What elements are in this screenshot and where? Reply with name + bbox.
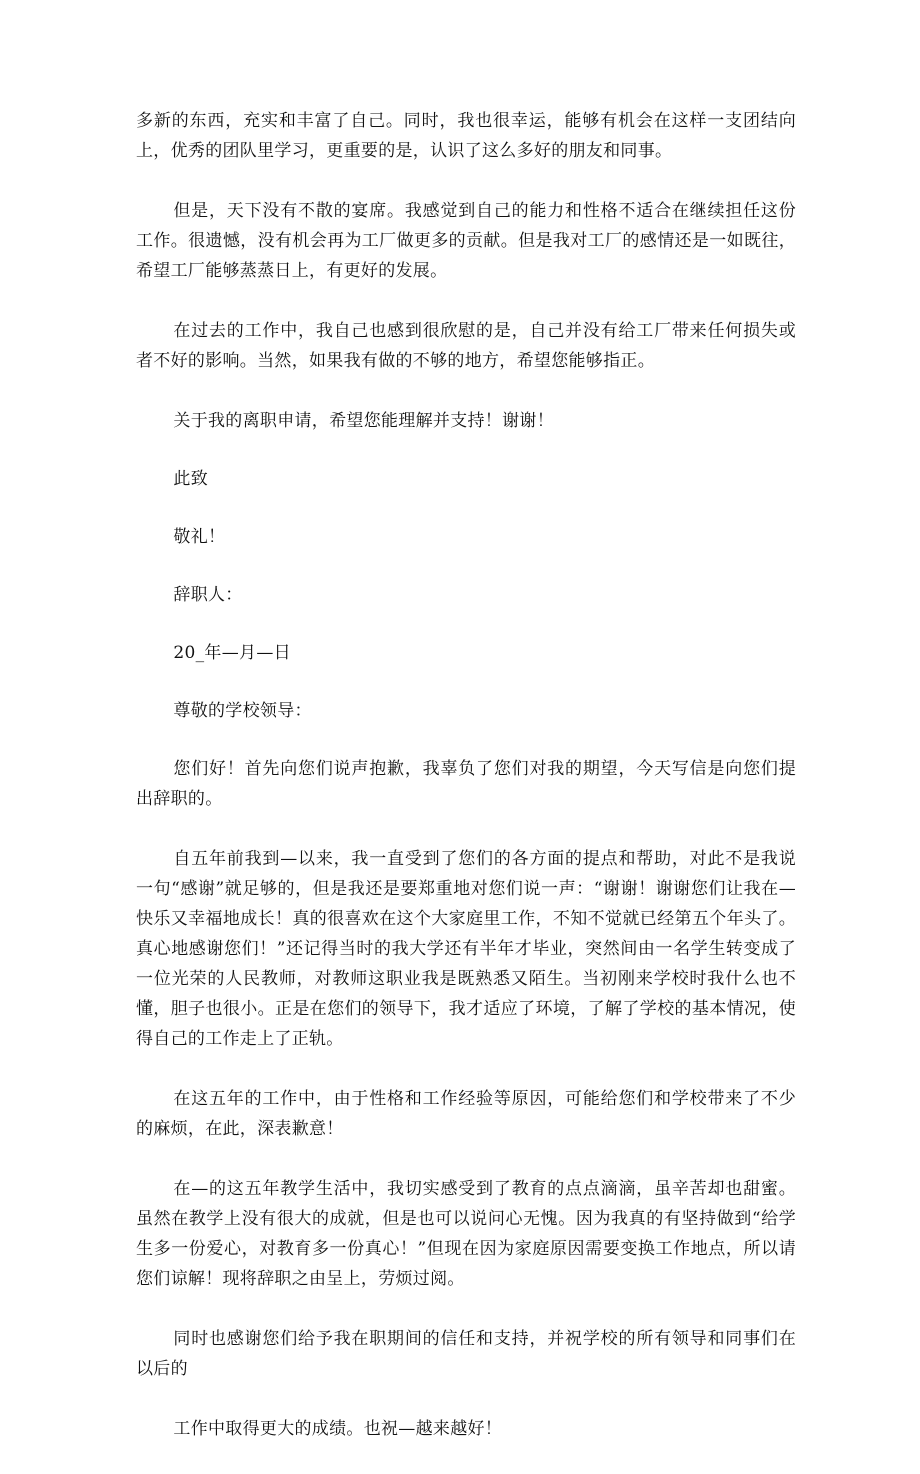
closing-regards: 敬礼！ (173, 527, 226, 547)
paragraph-thanks: 同时也感谢您们给予我在职期间的信任和支持，并祝学校的所有领导和同事们在以后的 (136, 1329, 796, 1379)
paragraph-regret: 在这五年的工作中，由于性格和工作经验等原因，可能给您们和学校带来了不少的麻烦，在此，深表歉意！ (136, 1089, 796, 1139)
letter-greeting: 尊敬的学校领导： (173, 701, 312, 721)
paragraph-farewell: 但是，天下没有不散的宴席。我感觉到自己的能力和性格不适合在继续担任这份工作。很遗憾，没有机会再为工厂做更多的贡献。但是我对工厂的感情还是一如既往，希望工厂能够蒸蒸日上，有更好的发展。 (136, 201, 796, 281)
paragraph-request: 关于我的离职申请，希望您能理解并支持！谢谢！ (173, 411, 554, 431)
signature-line: 辞职人： (173, 585, 243, 605)
date-line: 20_年—月—日 (173, 643, 291, 663)
paragraph-apology: 您们好！首先向您们说声抱歉，我辜负了您们对我的期望，今天写信是向您们提出辞职的。 (136, 759, 796, 809)
paragraph-teaching: 在—的这五年教学生活中，我切实感受到了教育的点点滴滴，虽辛苦却也甜蜜。虽然在教学上没有很大的成就，但是也可以说问心无愧。因为我真的有坚持做到“给学生多一份爱心，对教育多一份真心！”但现在因为家庭原因需要变换工作地点，所以请您们谅解！现将辞职之由呈上，劳烦过阅。 (136, 1179, 796, 1289)
document-page (136, 106, 796, 1474)
paragraph-gratitude: 自五年前我到—以来，我一直受到了您们的各方面的提点和帮助，对此不是我说一句“感谢”就足够的，但是我还是要郑重地对您们说一声：“谢谢！谢谢您们让我在—快乐又幸福地成长！真的很喜欢在这个大家庭里工作，不知不觉就已经第五个年头了。真心地感谢您们！”还记得当时的我大学还有半年才毕业，突然间由一名学生转变成了一位光荣的人民教师，对教师这职业我是既熟悉又陌生。当初刚来学校时我什么也不懂，胆子也很小。正是在您们的领导下，我才适应了环境，了解了学校的基本情况，使得自己的工作走上了正轨。 (136, 849, 796, 1049)
paragraph-reflection: 在过去的工作中，我自己也感到很欣慰的是，自己并没有给工厂带来任何损失或者不好的影响。当然，如果我有做的不够的地方，希望您能够指正。 (136, 321, 796, 371)
paragraph-wishes: 工作中取得更大的成绩。也祝—越来越好！ (173, 1419, 503, 1439)
closing-salutation: 此致 (173, 469, 208, 489)
paragraph-continuation: 多新的东西，充实和丰富了自己。同时，我也很幸运，能够有机会在这样一支团结向上，优秀的团队里学习，更重要的是，认识了这么多好的朋友和同事。 (136, 111, 796, 161)
